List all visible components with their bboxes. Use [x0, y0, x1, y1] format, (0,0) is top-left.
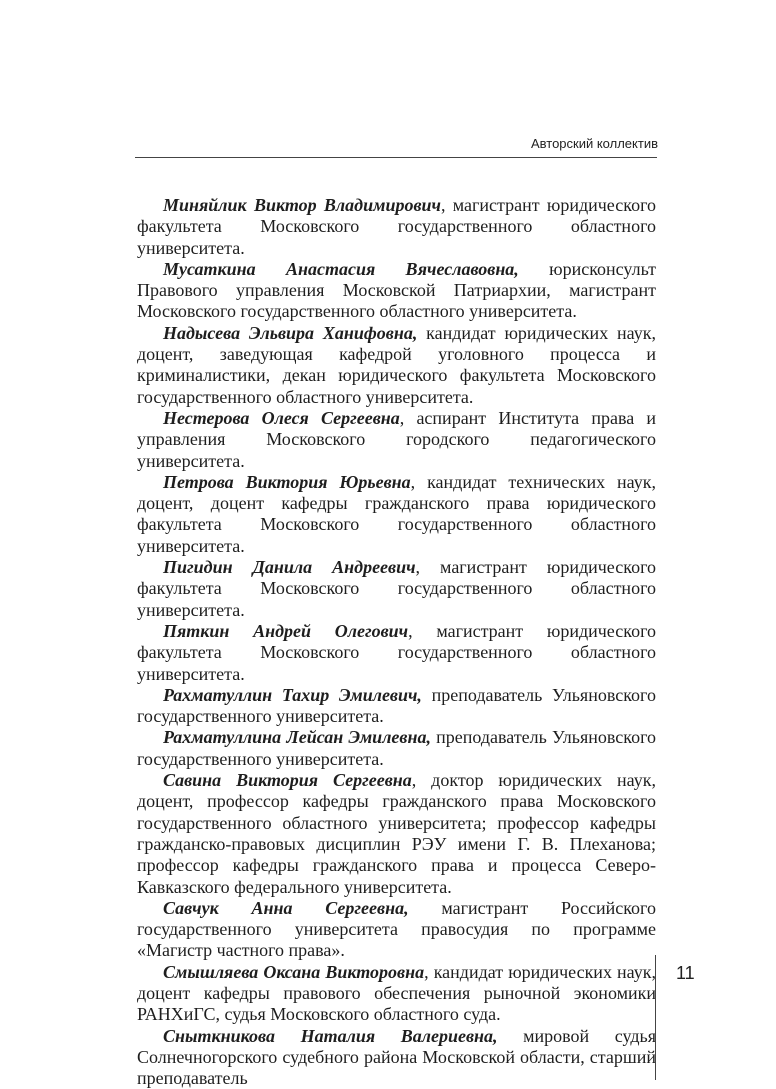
author-description: , кандидат технических наук, доцент, доцент кафедры гражданского права юридического факультета Московского государственного областного университета.: [137, 471, 656, 556]
author-name: Смышляева Оксана Викторовна: [163, 961, 425, 982]
author-entry: [137, 195, 656, 259]
author-entry: [137, 898, 656, 962]
author-name: Рахматуллин Тахир Эмилевич,: [163, 684, 422, 705]
header-rule: [135, 157, 657, 158]
author-name: Нестерова Олеся Сергеевна: [163, 407, 400, 428]
author-entry: [137, 557, 656, 621]
author-name: Савина Виктория Сергеевна: [163, 770, 412, 791]
author-description: юрисконсульт Правового управления Московской Патриархии, магистрант Московского государственного областного университета.: [137, 258, 656, 322]
author-list: [137, 195, 656, 1089]
author-name: Рахматуллина Лейсан Эмилевна,: [163, 727, 431, 748]
author-name: Мусаткина Анастасия Вячеславовна,: [163, 258, 519, 279]
author-entry: [137, 727, 656, 770]
author-entry: [137, 685, 656, 728]
author-name: Савчук Анна Сергеевна,: [163, 897, 409, 918]
author-name: Сныткникова Наталия Валериевна,: [163, 1025, 498, 1046]
running-title: Авторский коллектив: [530, 136, 658, 151]
author-name: Петрова Виктория Юрьевна: [163, 471, 411, 492]
author-entry: [137, 323, 656, 408]
author-description: мировой судья Солнечногорского судебного района Московской области, старший преподаватель: [137, 1025, 656, 1089]
author-description: , магистрант юридического факультета Московского государственного областного университета.: [137, 557, 656, 620]
author-description: , кандидат юридических наук, доцент кафедры правового обеспечения рыночной экономики РАНХиГС, судья Московского областного суда.: [137, 961, 656, 1025]
folio-rule: [655, 955, 656, 1080]
author-description: , доктор юридических наук, доцент, профессор кафедры гражданского права Московского государственного областного университета; профессор кафедры гражданско-правовых дисциплин РЭУ имени Г. В. Плеханова; профессор кафедры гражданского права и процесса Северо-Кавказского федерального университета.: [137, 770, 656, 897]
author-entry: [137, 1026, 656, 1089]
author-entry: [137, 962, 656, 1026]
author-entry: [137, 621, 656, 685]
author-description: магистрант Российского государственного университета правосудия по программе «Магистр частного права».: [137, 897, 656, 961]
author-name: Миняйлик Виктор Владимирович: [163, 195, 441, 215]
author-description: преподаватель Ульяновского государственного университета.: [137, 727, 657, 769]
page-number: 11: [676, 963, 695, 983]
author-name: Пяткин Андрей Олегович: [163, 620, 409, 641]
author-description: , магистрант юридического факультета Московского государственного областного университета.: [137, 620, 656, 684]
author-description: кандидат юридических наук, доцент, заведующая кафедрой уголовного процесса и криминалистики, декан юридического факультета Московского государственного областного университета.: [137, 322, 656, 407]
author-name: Пигидин Данила Андреевич: [163, 557, 416, 578]
author-entry: [137, 408, 656, 472]
author-description: преподаватель Ульяновского государственного университета.: [137, 684, 656, 727]
author-description: , аспирант Института права и управления Московского городского педагогического университета.: [137, 407, 656, 471]
author-entry: [137, 770, 656, 898]
author-name: Надысева Эльвира Ханифовна,: [163, 322, 418, 343]
author-description: , магистрант юридического факультета Московского государственного областного университета.: [137, 195, 656, 258]
author-entry: [137, 472, 656, 557]
author-entry: [137, 259, 656, 323]
